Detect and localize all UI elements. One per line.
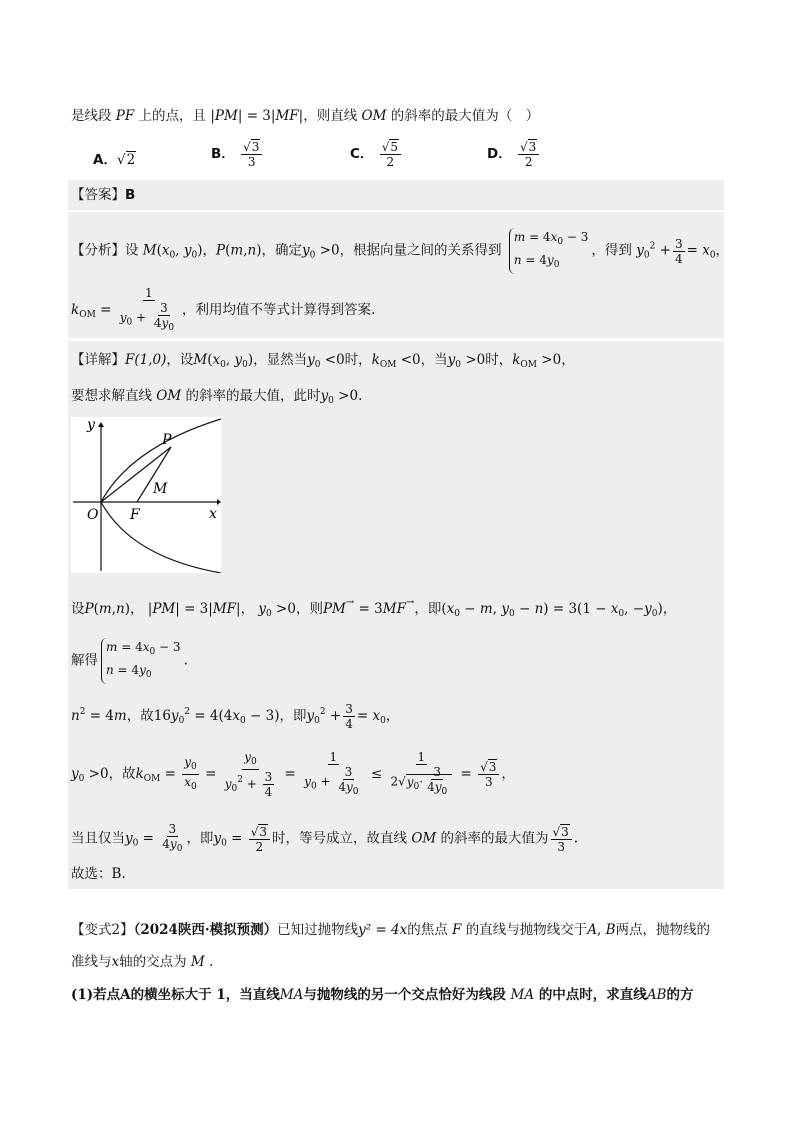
detail-line-2: 要想求解直线 OM 的斜率的最大值，此时$y_0 >0$. [71,388,363,406]
solve-line-3: $n^2 = 4m$，故$16y_0^2 = 4(4x_0 - 3)$，即$y_0^2$ + $\frac{3}{4}$ = $x_0$， [71,702,400,731]
solve-line-1: 设P(m,n)， |PM| = 3|MF|， $y_0 >0$，则PM→ = 3MF→，即($x_0 - m$, $y_0 - n) = 3(1 - x_0$, $-y_0$)， [71,597,677,619]
answer-line: 【答案】B [71,187,136,203]
figure-label-x: x [209,506,217,522]
detail-line-1: 【详解】F(1,0)，设$M(x_0$, $y_0$)，显然当$y_0 <0$时，$k_{OM} <0$，当$y_0 >0$时，$k_{OM} >0$， [71,352,575,370]
answer-block [68,180,724,210]
analysis-line-1: 【分析】设 $M(x_0$, $y_0$)，P(m,n)，确定$y_0 >0$，根据向量之间的关系得到 $m = 4x_0 - 3$ $n = 4y_0$，得到 $y_0^2$ + $\frac{3}{4}$ = $x_0$， [71,228,729,274]
figure-label-y: y [87,417,95,433]
analysis-line-2: $k_{OM}$ = 1 $y_0$ + $\frac{3}{4y_0}$ ，利用均值不等式计算得到答案. [71,286,376,333]
figure-label-f: F [130,507,140,523]
figure-label-p: P [162,432,172,448]
variant-line-3: (1)若点A的横坐标大于 1，当直线MA与抛物线的另一个交点恰好为线段 MA 的中点时，求直线AB的方 [71,987,694,1003]
solve-line-4: $y_0 >0$，故$k_{OM}$ = $\frac{y_0}{x_0}$ = $y_0$ $y_0^2$ + $\frac{3}{4}$ = 1 $y_0$ + $\frac{3}{4y_0}$ ≤ 1 $2√y_0\cdot$ $\frac{3}{4y_0}$ = $\frac{√3}{3}$ ， [71,750,515,799]
figure-label-m: M [153,481,168,497]
solve-line-6: 故选：B. [71,866,126,882]
variant-line-2: 准线与x轴的交点为 M . [71,954,214,970]
option-a[interactable]: A．√2 [93,152,136,168]
variant-line-1: 【变式2】（2024陕西·模拟预测）已知过抛物线y² = 4x的焦点 F 的直线与抛物线交于A, B两点，抛物线的 [71,922,710,938]
option-c[interactable]: C． $\frac{√5}{2}$ [350,140,403,169]
question-stem: 是线段 PF 上的点，且 |PM| = 3|MF|，则直线 OM 的斜率的最大值为（ ） [71,108,540,124]
parabola-figure [71,417,221,573]
option-d[interactable]: D． $\frac{√3}{2}$ [487,140,541,169]
option-b[interactable]: B． $\frac{√3}{3}$ [211,140,264,169]
solve-line-2: 解得$m = 4x_0 - 3$ $n = 4y_0$. [71,638,188,684]
solve-line-5: 当且仅当$y_0$ = $\frac{3}{4y_0}$ ，即$y_0$ = $\frac{√3}{2}$ 时，等号成立，故直线 OM 的斜率的最大值为 $\frac{√3}{3}$ . [71,822,579,854]
figure-label-o: O [87,507,99,523]
